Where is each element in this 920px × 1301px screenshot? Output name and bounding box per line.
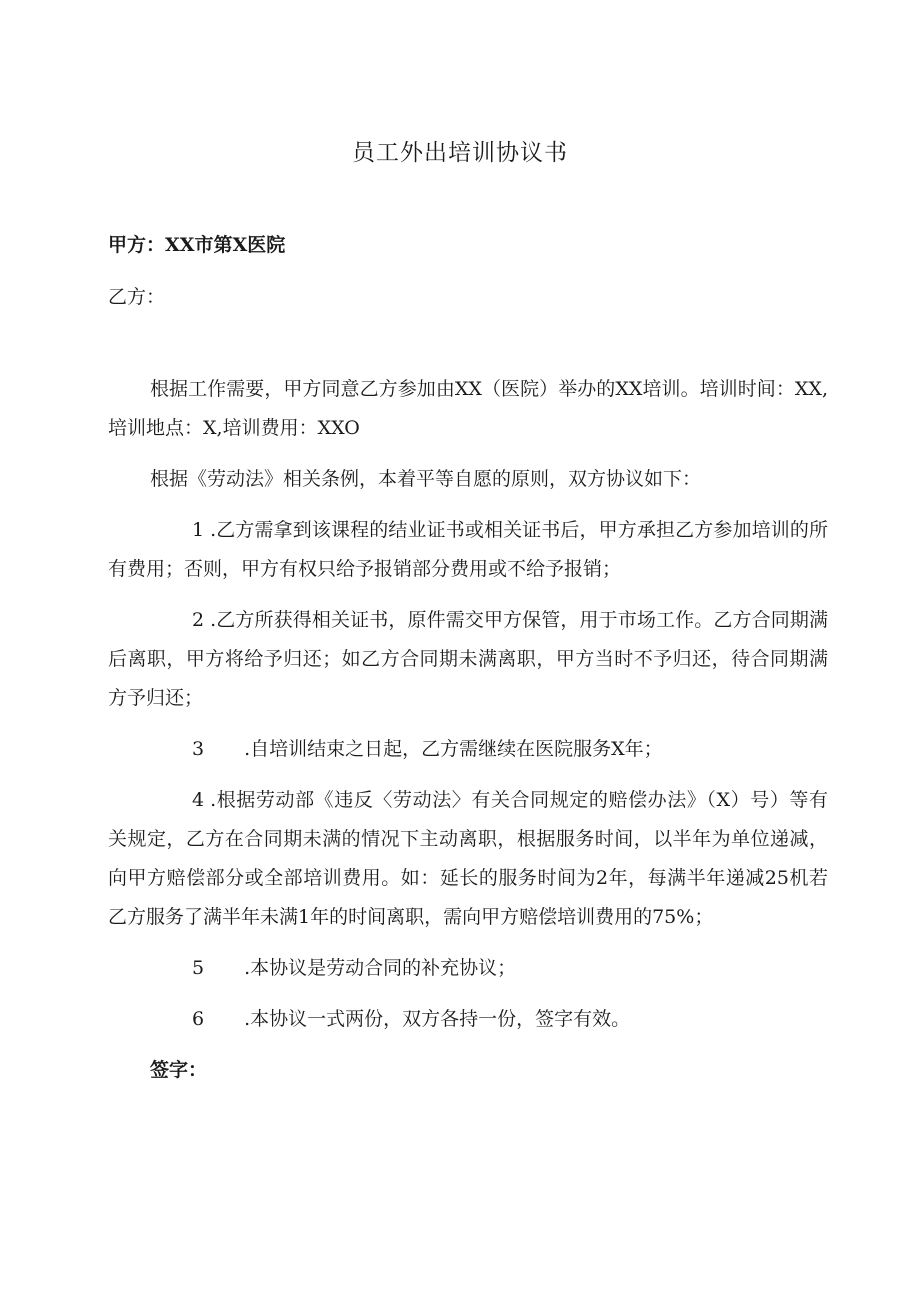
party-a: [108, 230, 285, 257]
clause-text: .根据劳动部《违反〈劳动法〉有关合同规定的赔偿办法》（X）号）等有关规定，乙方在合同期未满的情况下主动离职，根据服务时间，以半年为单位递减，向甲方赔偿部分或全部培训费用。如：延长的服务时间为2年，每满半年递减25机若乙方服务了满半年未满1年的时间离职，需向甲方赔偿培训费用的75%；: [108, 789, 828, 928]
agreement-body: [108, 370, 828, 1090]
clause-item: [108, 949, 828, 988]
intro-paragraph: 根据《劳动法》相关条例，本着平等自愿的原则，双方协议如下：: [150, 468, 702, 490]
clause-text: .自培训结束之日起，乙方需继续在医院服务X年；: [244, 738, 663, 760]
clause-item: [108, 781, 828, 937]
party-b: [108, 282, 165, 309]
clause-number: 2: [192, 609, 205, 631]
party-a-value: XX市第X医院: [165, 234, 286, 256]
document-title: 员工外出培训协议书: [352, 140, 568, 166]
intro-paragraph: 根据工作需要，甲方同意乙方参加由XX（医院）举办的XX培训。培训时间：XX,培训地点：X,培训费用：XXO: [108, 378, 828, 439]
clause-text: .本协议是劳动合同的补充协议；: [244, 957, 517, 979]
clause-number: 4: [192, 789, 205, 811]
signature-label: 签字：: [150, 1059, 208, 1081]
clause-text: .乙方所获得相关证书，原件需交甲方保管，用于市场工作。乙方合同期满后离职，甲方将给予归还；如乙方合同期未满离职，甲方当时不予归还，待合同期满方予归还；: [108, 609, 828, 709]
clause-number: 1: [192, 519, 205, 541]
clause-text: .乙方需拿到该课程的结业证书或相关证书后，甲方承担乙方参加培训的所有费用；否则，甲方有权只给予报销部分费用或不给予报销；: [108, 519, 828, 580]
clause-item: [108, 511, 828, 589]
party-b-label: 乙方：: [108, 286, 166, 308]
party-a-label: 甲方：: [108, 234, 166, 256]
clause-number: 5: [192, 957, 205, 979]
clause-item: [108, 730, 828, 769]
clause-item: [108, 1000, 828, 1039]
clause-number: 3: [192, 738, 205, 760]
clause-item: [108, 601, 828, 718]
clause-text: .本协议一式两份，双方各持一份，签字有效。: [244, 1008, 631, 1030]
clause-number: 6: [192, 1008, 205, 1030]
